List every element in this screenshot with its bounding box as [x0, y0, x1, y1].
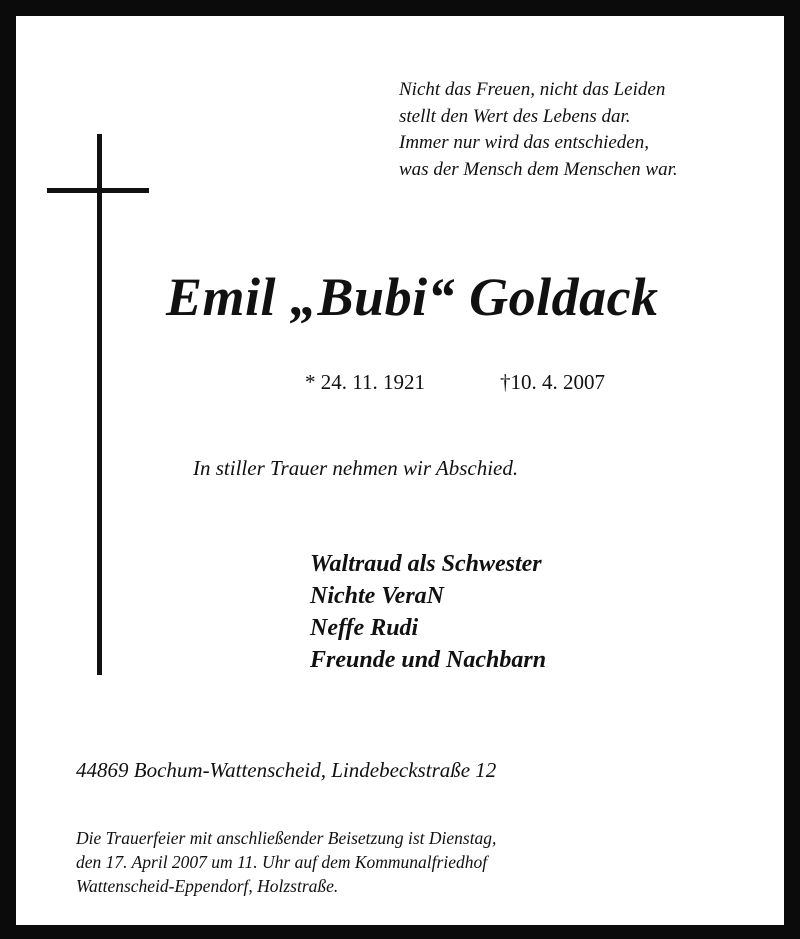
mourner-item: Neffe Rudi: [310, 615, 419, 641]
poem-line: was der Mensch dem Menschen war.: [399, 158, 678, 180]
death-date: †10. 4. 2007: [500, 370, 605, 394]
cross-horizontal-bar: [47, 188, 149, 193]
farewell-text: In stiller Trauer nehmen wir Abschied.: [193, 456, 519, 480]
birth-date: * 24. 11. 1921: [305, 370, 425, 394]
service-line: den 17. April 2007 um 11. Uhr auf dem Kommunalfriedhof: [76, 852, 488, 872]
memorial-poem: [399, 77, 678, 183]
family-address: 44869 Bochum-Wattenscheid, Lindebeckstraße 12: [76, 758, 497, 782]
deceased-name: Emil „Bubi“ Goldack: [166, 267, 659, 327]
service-line: Wattenscheid-Eppendorf, Holzstraße.: [76, 876, 339, 896]
cross-vertical-bar: [97, 134, 102, 675]
poem-line: stellt den Wert des Lebens dar.: [399, 105, 631, 127]
service-line: Die Trauerfeier mit anschließender Beisetzung ist Dienstag,: [76, 828, 497, 848]
mourner-item: Freunde und Nachbarn: [310, 647, 547, 673]
mourner-item: Nichte VeraN: [310, 583, 444, 609]
funeral-service-info: [76, 826, 496, 898]
poem-line: Immer nur wird das entschieden,: [399, 132, 649, 153]
mourners-list: [310, 548, 546, 676]
poem-line: Nicht das Freuen, nicht das Leiden: [399, 79, 666, 100]
mourner-item: Waltraud als Schwester: [310, 551, 542, 577]
